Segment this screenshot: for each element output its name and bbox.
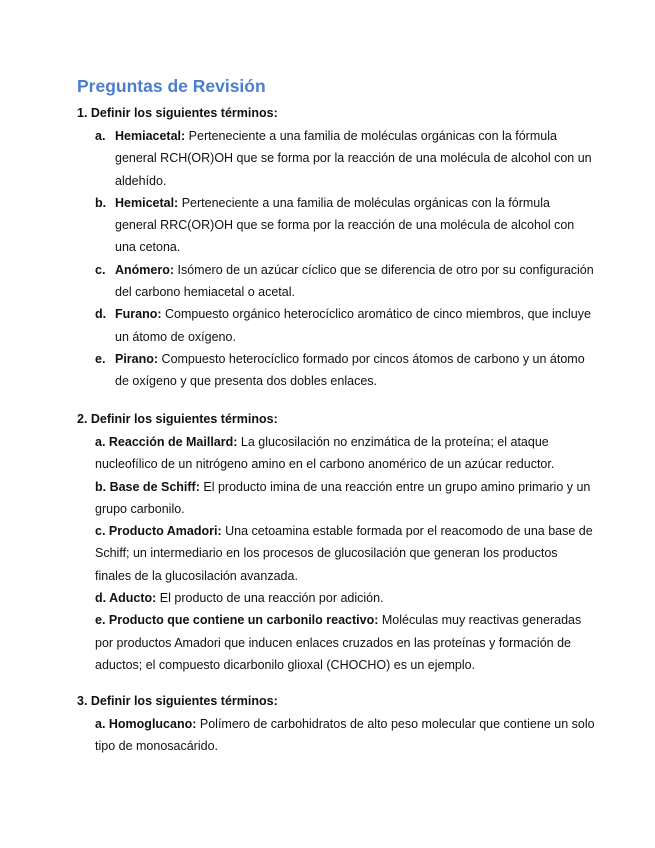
question-2-heading: 2. Definir los siguientes términos: xyxy=(77,412,278,426)
definition: Polímero de carbohidratos de alto peso molecular que contiene un solo tipo de monosacárido. xyxy=(95,717,595,754)
list-item-letter: a. xyxy=(95,129,106,143)
list-item xyxy=(95,348,595,393)
list-item-letter: d. xyxy=(95,307,107,322)
list-item xyxy=(95,520,595,587)
question-2-list xyxy=(95,431,595,676)
definition: El producto de una reacción por adición. xyxy=(156,591,384,606)
list-item xyxy=(95,609,595,676)
page-title: Preguntas de Revisión xyxy=(77,76,266,96)
list-item xyxy=(95,259,595,304)
question-1-heading: 1. Definir los siguientes términos: xyxy=(77,106,278,120)
list-item-text xyxy=(115,259,595,304)
term: a. Homoglucano: xyxy=(95,717,197,731)
list-item-text xyxy=(115,303,595,348)
definition: Compuesto orgánico heterocíclico aromático de cinco miembros, que incluye un átomo de oxígeno. xyxy=(115,307,591,344)
term: Pirano: xyxy=(115,351,159,366)
definition: El producto imina de una reacción entre un grupo amino primario y un grupo carbonilo. xyxy=(95,479,591,516)
list-item-text xyxy=(115,125,595,192)
definition: Perteneciente a una familia de moléculas orgánicas con la fórmula general RCH(OR)OH que se forma por la reacción de una molécula de alcohol con un aldehído. xyxy=(115,129,592,188)
definition: Perteneciente a una familia de moléculas orgánicas con la fórmula general RRC(OR)OH que se forma por la reacción de una molécula de alcohol con una cetona. xyxy=(115,195,575,255)
list-item-text xyxy=(115,192,595,259)
list-item xyxy=(95,476,595,521)
term: Hemiacetal: xyxy=(115,129,186,143)
term: d. Aducto: xyxy=(95,591,157,606)
list-item-text xyxy=(115,348,595,393)
list-item xyxy=(95,431,595,476)
definition: Una cetoamina estable formada por el reacomodo de una base de Schiff; un intermediario en los procesos de glucosilación que generan los productos finales de la glucosilación avanzada. xyxy=(95,524,593,583)
term: b. Base de Schiff: xyxy=(95,479,200,494)
list-item xyxy=(95,587,595,609)
definition: Moléculas muy reactivas generadas por productos Amadori que inducen enlaces cruzados en las proteínas y formación de aductos; el compuesto dicarbonilo glioxal (CHOCHO) es un ejemplo. xyxy=(95,613,582,672)
list-item xyxy=(95,303,595,348)
list-item-letter: e. xyxy=(95,351,106,366)
term: e. Producto que contiene un carbonilo reactivo: xyxy=(95,613,379,628)
definition: Isómero de un azúcar cíclico que se diferencia de otro por su configuración del carbono hemiacetal o acetal. xyxy=(115,262,594,300)
term: c. Producto Amadori: xyxy=(95,524,222,539)
term: a. Reacción de Maillard: xyxy=(95,435,238,449)
term: Anómero: xyxy=(115,262,175,277)
list-item-letter: b. xyxy=(95,195,107,210)
term: Furano: xyxy=(115,307,162,322)
question-3-heading: 3. Definir los siguientes términos: xyxy=(77,694,278,708)
term: Hemicetal: xyxy=(115,195,179,210)
list-item xyxy=(95,713,595,758)
definition: La glucosilación no enzimática de la proteína; el ataque nucleofílico de un nitrógeno amino en el carbono anomérico de un azúcar reductor. xyxy=(95,435,555,472)
list-item-letter: c. xyxy=(95,262,106,277)
list-item xyxy=(95,125,595,192)
definition: Compuesto heterocíclico formado por cincos átomos de carbono y un átomo de oxígeno y que presenta dos dobles enlaces. xyxy=(115,351,585,389)
list-item xyxy=(95,192,595,259)
question-3-list xyxy=(95,713,595,758)
question-1-list xyxy=(95,125,595,393)
